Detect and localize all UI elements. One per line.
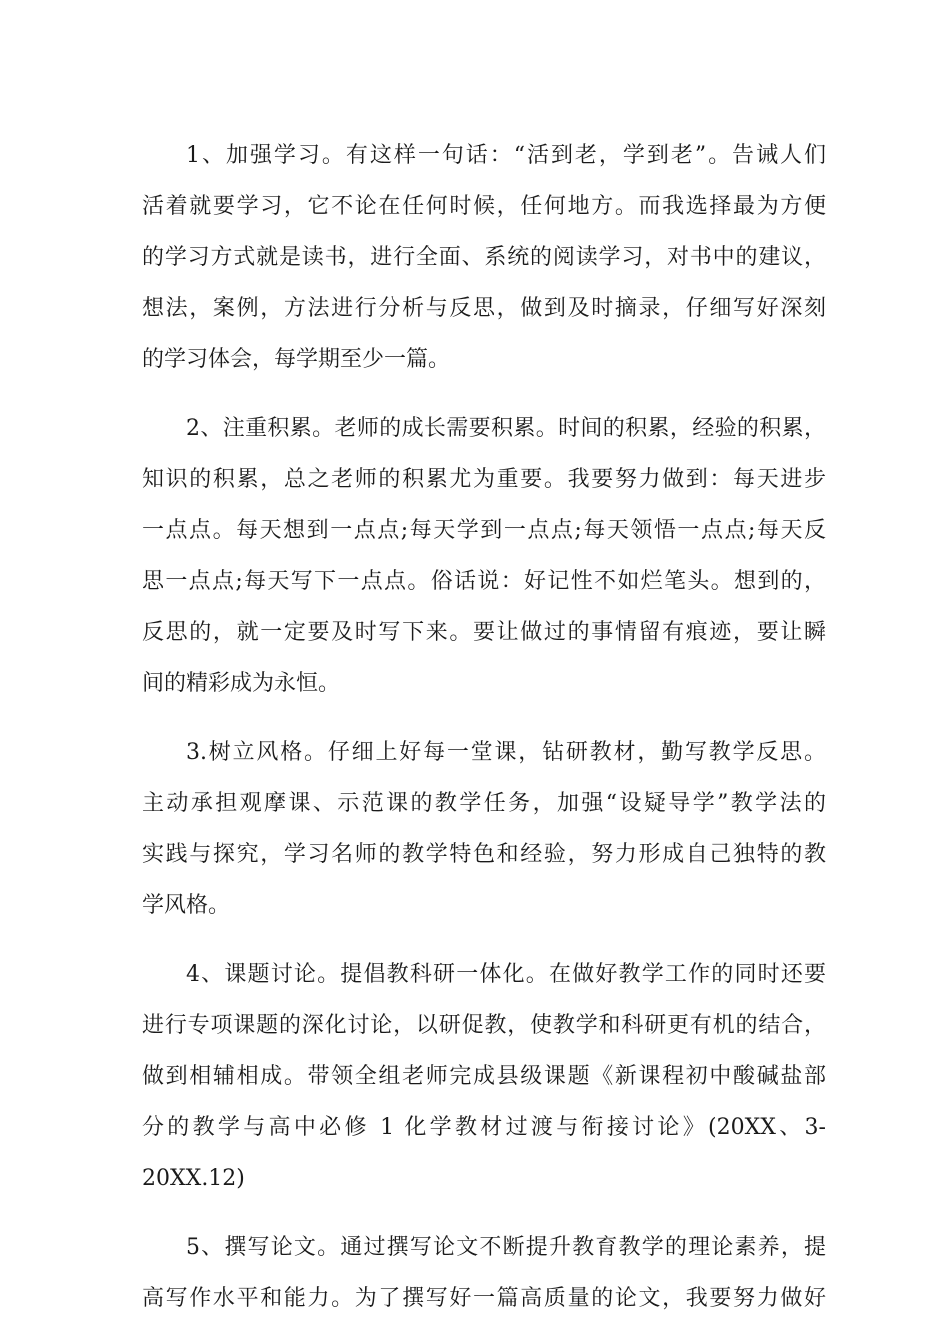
document-body: [142, 130, 826, 1342]
text-line: 反思的，就一定要及时写下来。要让做过的事情留有痕迹，要让瞬: [142, 620, 826, 645]
text-line: 的学习方式就是读书，进行全面、系统的阅读学习，对书中的建议，: [142, 245, 826, 270]
text-line: 学风格。: [142, 893, 231, 918]
paragraph-3: [142, 727, 826, 931]
text-line: 实践与探究，学习名师的教学特色和经验，努力形成自己独特的教: [142, 842, 826, 867]
text-line: 高写作水平和能力。为了撰写好一篇高质量的论文，我要努力做好: [142, 1286, 826, 1311]
text-line: 间的精彩成为永恒。: [142, 671, 341, 696]
text-line: 1、加强学习。有这样一句话：“活到老，学到老”。告诫人们: [186, 143, 826, 168]
text-line: 知识的积累，总之老师的积累尤为重要。我要努力做到：每天进步: [142, 467, 826, 492]
text-line: 活着就要学习，它不论在任何时候，任何地方。而我选择最为方便: [142, 194, 826, 219]
paragraph-1: [142, 130, 826, 385]
paragraph-5: [142, 1222, 826, 1324]
paragraph-4: [142, 949, 826, 1204]
text-line: 2、注重积累。老师的成长需要积累。时间的积累，经验的积累，: [186, 416, 826, 441]
text-line: 的学习体会，每学期至少一篇。: [142, 347, 451, 372]
text-line: 思一点点;每天写下一点点。俗话说：好记性不如烂笔头。想到的，: [142, 569, 826, 594]
paragraph-2: [142, 403, 826, 709]
text-line: 主动承担观摩课、示范课的教学任务，加强“设疑导学”教学法的: [142, 791, 826, 816]
text-line: 4、课题讨论。提倡教科研一体化。在做好教学工作的同时还要: [186, 962, 826, 987]
text-line: 进行专项课题的深化讨论，以研促教，使教学和科研更有机的结合，: [142, 1013, 826, 1038]
text-line: 3.树立风格。仔细上好每一堂课，钻研教材，勤写教学反思。: [186, 740, 826, 765]
text-line: 20XX.12): [142, 1166, 245, 1191]
text-line: 5、撰写论文。通过撰写论文不断提升教育教学的理论素养，提: [186, 1235, 826, 1260]
text-line: 分的教学与高中必修 1 化学教材过渡与衔接讨论》(20XX、3-: [142, 1115, 826, 1140]
text-line: 做到相辅相成。带领全组老师完成县级课题《新课程初中酸碱盐部: [142, 1064, 826, 1089]
text-line: 想法，案例，方法进行分析与反思，做到及时摘录，仔细写好深刻: [142, 296, 826, 321]
text-line: 一点点。每天想到一点点;每天学到一点点;每天领悟一点点;每天反: [142, 518, 826, 543]
